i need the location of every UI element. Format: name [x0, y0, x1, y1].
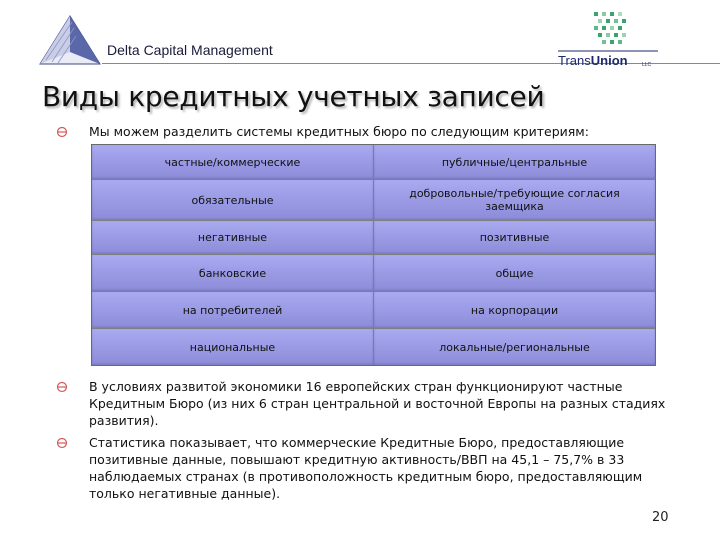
criteria-cell-left: негативные: [92, 221, 373, 254]
criteria-cell-right: публичные/центральные: [374, 145, 655, 179]
company-name: Delta Capital Management: [107, 42, 273, 58]
bullet-icon: [56, 381, 68, 393]
criteria-cell-right: на корпорации: [374, 292, 655, 328]
delta-logo-icon: [38, 14, 102, 66]
bullet-icon: [56, 437, 68, 449]
page-number: 20: [652, 510, 669, 525]
intro-text: Мы можем разделить системы кредитных бюро по следующим критериям:: [89, 124, 589, 139]
criteria-cell-right: локальные/региональные: [374, 329, 655, 365]
criteria-cell-right: добровольные/требующие согласия заемщика: [374, 180, 655, 220]
criteria-cell-right: позитивные: [374, 221, 655, 254]
slide-title: Виды кредитных учетных записей: [42, 80, 545, 113]
criteria-cell-left: обязательные: [92, 180, 373, 220]
criteria-cell-right: общие: [374, 255, 655, 291]
criteria-cell-left: банковские: [92, 255, 373, 291]
criteria-cell-left: национальные: [92, 329, 373, 365]
logo-suffix-text: LLC: [642, 62, 652, 68]
criteria-cell-left: частные/коммерческие: [92, 145, 373, 179]
bullet-icon: [56, 126, 68, 138]
criteria-table: [91, 144, 656, 366]
paragraph-2: Статистика показывает, что коммерческие Кредитные Бюро, предоставляющие позитивные данные, повышают кредитную активность/ВВП на 45,1 – 75,7% в 33 наблюдаемых странах (в противоположность кредитным бюро, предоставляющим только негативные данные).: [89, 435, 643, 501]
paragraph-1: В условиях развитой экономики 16 европейских стран функционируют частные Кредитным Бюро (из них 6 стран центральной и восточной Европы на разных стадиях развития).: [89, 379, 666, 428]
logo-union-text: Union: [590, 53, 628, 68]
transunion-logo-icon: [558, 10, 658, 72]
criteria-cell-left: на потребителей: [92, 292, 373, 328]
logo-trans-text: Trans: [558, 53, 591, 68]
svg-text:TransUnion: [558, 53, 628, 68]
